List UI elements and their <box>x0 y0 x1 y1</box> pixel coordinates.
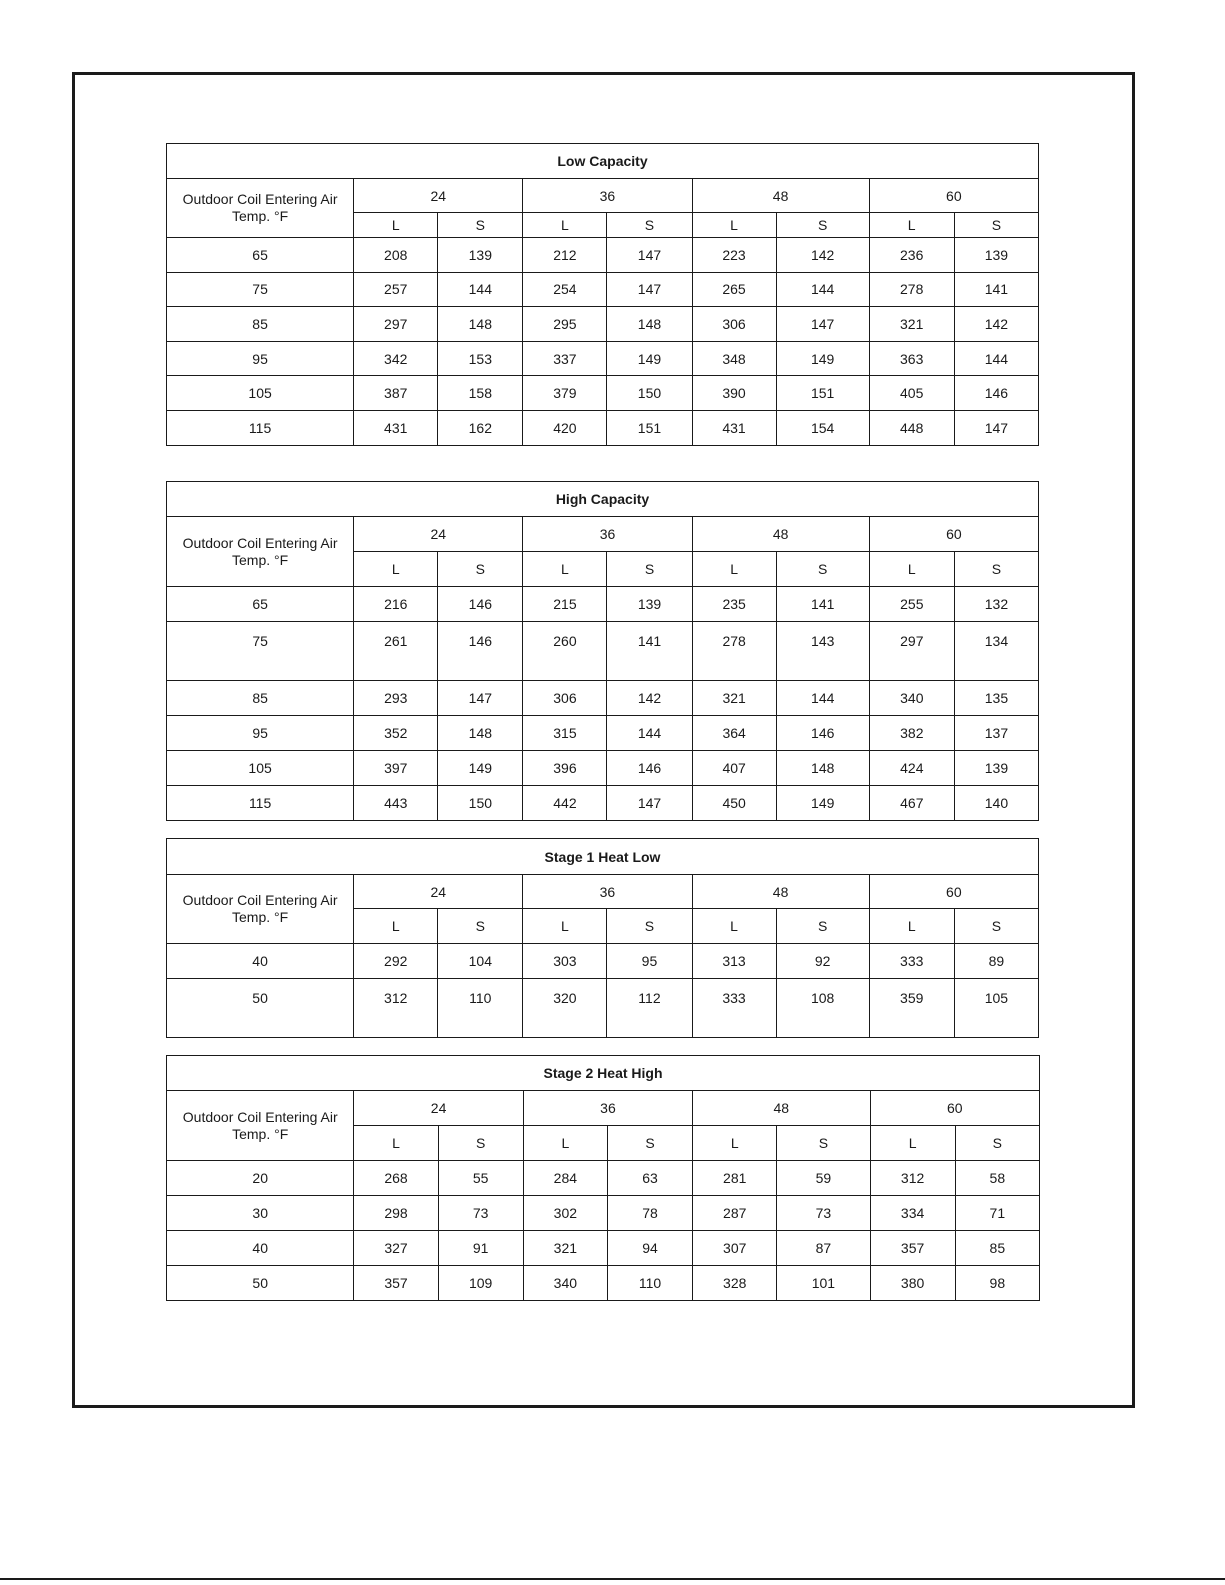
table-row <box>167 272 1039 307</box>
value-cell: 295 <box>523 307 607 342</box>
subcol-l-header: L <box>523 552 607 587</box>
value-cell: 467 <box>869 786 954 821</box>
table-row <box>167 1231 1040 1266</box>
value-cell: 144 <box>776 681 869 716</box>
row-header-label: Outdoor Coil Entering Air Temp. °F <box>167 179 354 238</box>
value-cell: 142 <box>776 238 869 273</box>
subcol-l-header: L <box>354 213 438 238</box>
value-cell: 71 <box>955 1196 1039 1231</box>
value-cell: 149 <box>776 786 869 821</box>
value-cell: 98 <box>955 1266 1039 1301</box>
value-cell: 105 <box>954 979 1038 1038</box>
size-group-header: 48 <box>692 179 869 213</box>
table-row <box>167 786 1039 821</box>
table-row <box>167 238 1039 273</box>
value-cell: 216 <box>354 587 438 622</box>
value-cell: 135 <box>954 681 1038 716</box>
value-cell: 278 <box>869 272 954 307</box>
temp-cell: 65 <box>167 238 354 273</box>
value-cell: 150 <box>438 786 523 821</box>
subcol-l-header: L <box>692 552 776 587</box>
value-cell: 112 <box>607 979 692 1038</box>
high-capacity-table <box>166 481 1039 821</box>
value-cell: 85 <box>955 1231 1039 1266</box>
subcol-l-header: L <box>354 552 438 587</box>
subcol-s-header: S <box>777 1126 870 1161</box>
value-cell: 139 <box>607 587 692 622</box>
subcol-s-header: S <box>438 909 523 944</box>
subcol-s-header: S <box>607 1126 692 1161</box>
value-cell: 92 <box>776 944 869 979</box>
table-row <box>167 944 1039 979</box>
value-cell: 407 <box>692 751 776 786</box>
size-group-header: 60 <box>869 179 1038 213</box>
value-cell: 149 <box>607 341 692 376</box>
subcol-s-header: S <box>607 909 692 944</box>
size-group-header: 60 <box>869 875 1038 909</box>
value-cell: 58 <box>955 1161 1039 1196</box>
value-cell: 215 <box>523 587 607 622</box>
value-cell: 154 <box>776 410 869 445</box>
value-cell: 342 <box>354 341 438 376</box>
value-cell: 146 <box>438 622 523 681</box>
table-row <box>167 307 1039 342</box>
value-cell: 109 <box>438 1266 523 1301</box>
value-cell: 55 <box>438 1161 523 1196</box>
temp-cell: 50 <box>167 1266 354 1301</box>
value-cell: 382 <box>869 716 954 751</box>
value-cell: 147 <box>954 410 1038 445</box>
size-group-header: 36 <box>523 1091 692 1126</box>
subcol-s-header: S <box>438 1126 523 1161</box>
value-cell: 405 <box>869 376 954 411</box>
value-cell: 287 <box>693 1196 777 1231</box>
value-cell: 141 <box>776 587 869 622</box>
value-cell: 141 <box>607 622 692 681</box>
value-cell: 73 <box>777 1196 870 1231</box>
value-cell: 321 <box>523 1231 607 1266</box>
size-group-header: 24 <box>354 517 523 552</box>
size-group-header: 24 <box>354 1091 523 1126</box>
value-cell: 380 <box>870 1266 955 1301</box>
size-group-row <box>167 875 1039 909</box>
value-cell: 278 <box>692 622 776 681</box>
value-cell: 254 <box>523 272 607 307</box>
table-row <box>167 979 1039 1038</box>
subcol-s-header: S <box>954 552 1038 587</box>
value-cell: 147 <box>776 307 869 342</box>
value-cell: 390 <box>692 376 776 411</box>
value-cell: 223 <box>692 238 776 273</box>
subcol-l-header: L <box>692 909 776 944</box>
size-group-row <box>167 517 1039 552</box>
value-cell: 110 <box>607 1266 692 1301</box>
value-cell: 148 <box>607 307 692 342</box>
temp-cell: 105 <box>167 751 354 786</box>
temp-cell: 85 <box>167 681 354 716</box>
value-cell: 315 <box>523 716 607 751</box>
value-cell: 95 <box>607 944 692 979</box>
value-cell: 144 <box>776 272 869 307</box>
row-header-label: Outdoor Coil Entering Air Temp. °F <box>167 875 354 944</box>
table-title: Stage 2 Heat High <box>167 1056 1040 1091</box>
value-cell: 337 <box>523 341 607 376</box>
subcol-l-header: L <box>354 1126 438 1161</box>
value-cell: 320 <box>523 979 607 1038</box>
value-cell: 379 <box>523 376 607 411</box>
temp-cell: 20 <box>167 1161 354 1196</box>
table-row <box>167 716 1039 751</box>
value-cell: 334 <box>870 1196 955 1231</box>
value-cell: 293 <box>354 681 438 716</box>
subcol-l-header: L <box>523 909 607 944</box>
table-title: Low Capacity <box>167 144 1039 179</box>
subcol-s-header: S <box>438 213 523 238</box>
size-group-header: 60 <box>870 1091 1040 1126</box>
footer-rule <box>0 1578 1225 1580</box>
value-cell: 328 <box>693 1266 777 1301</box>
value-cell: 158 <box>438 376 523 411</box>
value-cell: 87 <box>777 1231 870 1266</box>
subcol-l-header: L <box>870 1126 955 1161</box>
size-group-row <box>167 179 1039 213</box>
temp-cell: 75 <box>167 272 354 307</box>
value-cell: 63 <box>607 1161 692 1196</box>
table-row <box>167 751 1039 786</box>
value-cell: 147 <box>607 786 692 821</box>
subcol-l-header: L <box>869 213 954 238</box>
value-cell: 140 <box>954 786 1038 821</box>
temp-cell: 75 <box>167 622 354 681</box>
value-cell: 144 <box>607 716 692 751</box>
subcol-l-header: L <box>869 909 954 944</box>
value-cell: 298 <box>354 1196 438 1231</box>
value-cell: 340 <box>869 681 954 716</box>
subcol-s-header: S <box>438 552 523 587</box>
table-row <box>167 622 1039 681</box>
subcol-s-header: S <box>776 213 869 238</box>
value-cell: 148 <box>776 751 869 786</box>
value-cell: 297 <box>869 622 954 681</box>
value-cell: 443 <box>354 786 438 821</box>
subcol-l-header: L <box>693 1126 777 1161</box>
value-cell: 387 <box>354 376 438 411</box>
value-cell: 146 <box>607 751 692 786</box>
title-row <box>167 482 1039 517</box>
value-cell: 257 <box>354 272 438 307</box>
value-cell: 139 <box>954 751 1038 786</box>
value-cell: 448 <box>869 410 954 445</box>
size-group-header: 24 <box>354 179 523 213</box>
value-cell: 321 <box>692 681 776 716</box>
value-cell: 450 <box>692 786 776 821</box>
value-cell: 261 <box>354 622 438 681</box>
value-cell: 78 <box>607 1196 692 1231</box>
value-cell: 442 <box>523 786 607 821</box>
value-cell: 110 <box>438 979 523 1038</box>
value-cell: 265 <box>692 272 776 307</box>
value-cell: 149 <box>776 341 869 376</box>
value-cell: 431 <box>692 410 776 445</box>
value-cell: 307 <box>693 1231 777 1266</box>
value-cell: 255 <box>869 587 954 622</box>
value-cell: 148 <box>438 307 523 342</box>
value-cell: 397 <box>354 751 438 786</box>
title-row <box>167 1056 1040 1091</box>
value-cell: 148 <box>438 716 523 751</box>
value-cell: 340 <box>523 1266 607 1301</box>
value-cell: 142 <box>954 307 1038 342</box>
value-cell: 327 <box>354 1231 438 1266</box>
value-cell: 313 <box>692 944 776 979</box>
temp-cell: 50 <box>167 979 354 1038</box>
value-cell: 333 <box>692 979 776 1038</box>
subcol-l-header: L <box>869 552 954 587</box>
subcol-s-header: S <box>776 909 869 944</box>
low-capacity-table <box>166 143 1039 446</box>
size-group-header: 24 <box>354 875 523 909</box>
temp-cell: 30 <box>167 1196 354 1231</box>
value-cell: 146 <box>776 716 869 751</box>
value-cell: 139 <box>954 238 1038 273</box>
value-cell: 268 <box>354 1161 438 1196</box>
value-cell: 420 <box>523 410 607 445</box>
value-cell: 144 <box>438 272 523 307</box>
value-cell: 260 <box>523 622 607 681</box>
value-cell: 147 <box>438 681 523 716</box>
value-cell: 297 <box>354 307 438 342</box>
size-group-row <box>167 1091 1040 1126</box>
value-cell: 139 <box>438 238 523 273</box>
value-cell: 312 <box>870 1161 955 1196</box>
value-cell: 151 <box>607 410 692 445</box>
value-cell: 101 <box>777 1266 870 1301</box>
temp-cell: 115 <box>167 410 354 445</box>
value-cell: 302 <box>523 1196 607 1231</box>
size-group-header: 36 <box>523 179 692 213</box>
value-cell: 146 <box>954 376 1038 411</box>
value-cell: 146 <box>438 587 523 622</box>
subcol-l-header: L <box>354 909 438 944</box>
temp-cell: 105 <box>167 376 354 411</box>
size-group-header: 48 <box>692 517 869 552</box>
subcol-s-header: S <box>607 552 692 587</box>
value-cell: 212 <box>523 238 607 273</box>
value-cell: 108 <box>776 979 869 1038</box>
value-cell: 357 <box>354 1266 438 1301</box>
table-row <box>167 587 1039 622</box>
subcol-s-header: S <box>607 213 692 238</box>
value-cell: 147 <box>607 272 692 307</box>
value-cell: 94 <box>607 1231 692 1266</box>
temp-cell: 85 <box>167 307 354 342</box>
table-row <box>167 1161 1040 1196</box>
value-cell: 162 <box>438 410 523 445</box>
value-cell: 348 <box>692 341 776 376</box>
table-row <box>167 376 1039 411</box>
size-group-header: 48 <box>692 875 869 909</box>
value-cell: 306 <box>692 307 776 342</box>
value-cell: 137 <box>954 716 1038 751</box>
subcol-l-header: L <box>692 213 776 238</box>
title-row <box>167 839 1039 875</box>
value-cell: 281 <box>693 1161 777 1196</box>
value-cell: 73 <box>438 1196 523 1231</box>
value-cell: 153 <box>438 341 523 376</box>
value-cell: 333 <box>869 944 954 979</box>
temp-cell: 40 <box>167 1231 354 1266</box>
value-cell: 364 <box>692 716 776 751</box>
value-cell: 59 <box>777 1161 870 1196</box>
value-cell: 359 <box>869 979 954 1038</box>
value-cell: 396 <box>523 751 607 786</box>
row-header-label: Outdoor Coil Entering Air Temp. °F <box>167 1091 354 1161</box>
row-header-label: Outdoor Coil Entering Air Temp. °F <box>167 517 354 587</box>
value-cell: 431 <box>354 410 438 445</box>
value-cell: 104 <box>438 944 523 979</box>
value-cell: 143 <box>776 622 869 681</box>
value-cell: 284 <box>523 1161 607 1196</box>
value-cell: 292 <box>354 944 438 979</box>
value-cell: 149 <box>438 751 523 786</box>
value-cell: 321 <box>869 307 954 342</box>
size-group-header: 36 <box>523 875 692 909</box>
subcol-s-header: S <box>954 909 1038 944</box>
value-cell: 142 <box>607 681 692 716</box>
table-row <box>167 681 1039 716</box>
size-group-header: 36 <box>523 517 692 552</box>
temp-cell: 65 <box>167 587 354 622</box>
table-title: High Capacity <box>167 482 1039 517</box>
size-group-header: 48 <box>693 1091 870 1126</box>
value-cell: 312 <box>354 979 438 1038</box>
value-cell: 91 <box>438 1231 523 1266</box>
value-cell: 303 <box>523 944 607 979</box>
value-cell: 147 <box>607 238 692 273</box>
temp-cell: 95 <box>167 716 354 751</box>
table-row <box>167 1196 1040 1231</box>
temp-cell: 40 <box>167 944 354 979</box>
value-cell: 235 <box>692 587 776 622</box>
subcol-s-header: S <box>955 1126 1039 1161</box>
size-group-header: 60 <box>869 517 1038 552</box>
table-row <box>167 410 1039 445</box>
title-row <box>167 144 1039 179</box>
value-cell: 141 <box>954 272 1038 307</box>
value-cell: 357 <box>870 1231 955 1266</box>
value-cell: 144 <box>954 341 1038 376</box>
temp-cell: 95 <box>167 341 354 376</box>
table-title: Stage 1 Heat Low <box>167 839 1039 875</box>
subcol-s-header: S <box>776 552 869 587</box>
value-cell: 352 <box>354 716 438 751</box>
table-row <box>167 1266 1040 1301</box>
value-cell: 151 <box>776 376 869 411</box>
temp-cell: 115 <box>167 786 354 821</box>
table-row <box>167 341 1039 376</box>
subcol-l-header: L <box>523 1126 607 1161</box>
value-cell: 306 <box>523 681 607 716</box>
value-cell: 89 <box>954 944 1038 979</box>
value-cell: 132 <box>954 587 1038 622</box>
subcol-l-header: L <box>523 213 607 238</box>
value-cell: 208 <box>354 238 438 273</box>
value-cell: 236 <box>869 238 954 273</box>
value-cell: 134 <box>954 622 1038 681</box>
value-cell: 363 <box>869 341 954 376</box>
stage-1-heat-low-table <box>166 838 1039 1038</box>
stage-2-heat-high-table <box>166 1055 1040 1301</box>
value-cell: 150 <box>607 376 692 411</box>
value-cell: 424 <box>869 751 954 786</box>
subcol-s-header: S <box>954 213 1038 238</box>
